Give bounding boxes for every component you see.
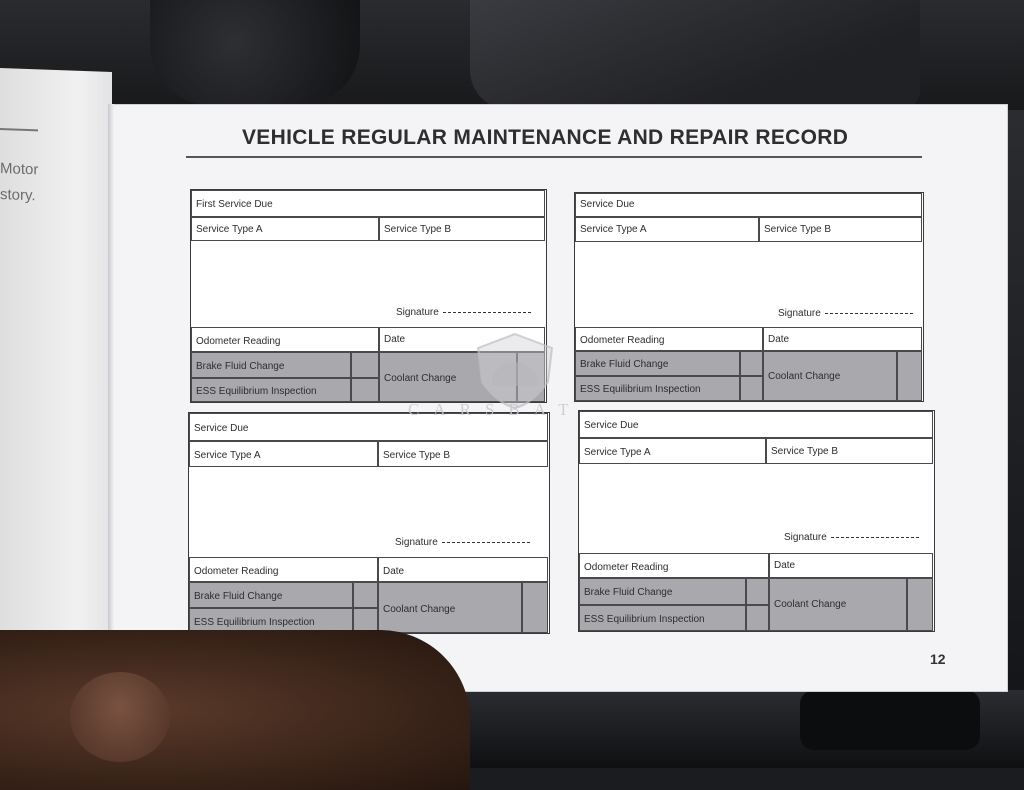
brake-fluid-cell	[189, 582, 353, 608]
service-record-3	[188, 412, 550, 634]
date-label: Date	[384, 334, 406, 345]
signature-line	[396, 307, 531, 318]
coolant-check	[522, 582, 548, 633]
service-due-cell	[191, 190, 545, 217]
date-label: Date	[768, 334, 790, 345]
left-page-text: Motor	[0, 160, 39, 179]
page-number: 12	[930, 651, 946, 667]
ess-inspection-label: ESS Equilibrium Inspection	[194, 617, 315, 628]
service-due-label: Service Due	[584, 420, 639, 431]
brake-fluid-label: Brake Fluid Change	[194, 591, 283, 602]
center-console	[470, 0, 920, 110]
coolant-cell	[769, 578, 907, 631]
service-type-b-cell	[379, 217, 545, 241]
signature-line	[395, 537, 530, 548]
left-page	[0, 68, 112, 692]
service-type-b-label: Service Type B	[384, 224, 452, 235]
signature-label: Signature	[396, 307, 439, 318]
odometer-label: Odometer Reading	[584, 562, 669, 573]
service-type-a-cell	[579, 438, 766, 464]
watermark-text: CARSBAT	[408, 400, 583, 419]
coolant-label: Coolant Change	[768, 371, 841, 382]
brake-fluid-check	[353, 582, 378, 608]
service-due-label: First Service Due	[196, 199, 273, 210]
brake-fluid-check	[351, 352, 379, 378]
title-underline	[186, 156, 922, 158]
brake-fluid-check	[740, 351, 763, 376]
service-type-a-cell	[189, 441, 378, 467]
service-type-b-cell	[766, 438, 933, 464]
odometer-label: Odometer Reading	[194, 566, 279, 577]
ess-inspection-label: ESS Equilibrium Inspection	[196, 386, 317, 397]
brake-fluid-label: Brake Fluid Change	[584, 587, 673, 598]
coolant-label: Coolant Change	[383, 604, 456, 615]
odometer-label: Odometer Reading	[580, 335, 665, 346]
signature-line	[784, 532, 919, 543]
ess-inspection-cell	[191, 378, 351, 402]
brake-fluid-label: Brake Fluid Change	[196, 361, 285, 372]
signature-label: Signature	[784, 532, 827, 543]
ess-inspection-check	[351, 378, 379, 402]
date-cell	[378, 557, 548, 582]
service-type-b-cell	[378, 441, 548, 467]
service-due-label: Service Due	[580, 199, 635, 210]
booklet-spine	[108, 104, 114, 692]
service-type-a-label: Service Type A	[196, 224, 263, 235]
service-type-a-cell	[575, 217, 759, 242]
date-label: Date	[774, 560, 796, 571]
ess-inspection-check	[746, 605, 769, 631]
ess-inspection-label: ESS Equilibrium Inspection	[584, 614, 705, 625]
date-label: Date	[383, 566, 405, 577]
service-due-cell	[575, 193, 922, 217]
brake-fluid-check	[746, 578, 769, 605]
service-type-b-label: Service Type B	[764, 224, 832, 235]
brake-fluid-cell	[579, 578, 746, 605]
service-type-a-label: Service Type A	[584, 447, 651, 458]
service-type-a-label: Service Type A	[194, 450, 261, 461]
odometer-cell	[579, 553, 769, 578]
service-type-a-label: Service Type A	[580, 224, 647, 235]
service-record-4	[578, 410, 935, 632]
coolant-label: Coolant Change	[774, 599, 847, 610]
left-page-text: story.	[0, 186, 36, 205]
service-type-b-cell	[759, 217, 922, 242]
coolant-check	[907, 578, 933, 631]
ess-inspection-label: ESS Equilibrium Inspection	[580, 384, 701, 395]
odometer-cell	[191, 327, 379, 352]
signature-line	[778, 308, 913, 319]
odometer-label: Odometer Reading	[196, 336, 281, 347]
ess-inspection-cell	[579, 605, 746, 631]
brake-fluid-cell	[575, 351, 740, 376]
ess-inspection-check	[740, 376, 763, 401]
service-type-b-label: Service Type B	[383, 450, 451, 461]
thumb	[70, 672, 170, 762]
coolant-label: Coolant Change	[384, 373, 457, 384]
watermark-shield-icon	[470, 330, 560, 410]
odometer-cell	[189, 557, 378, 582]
service-due-label: Service Due	[194, 423, 249, 434]
coolant-cell	[763, 351, 897, 401]
steering-wheel	[150, 0, 360, 105]
coolant-check	[897, 351, 922, 401]
service-type-b-label: Service Type B	[771, 446, 839, 457]
brake-fluid-label: Brake Fluid Change	[580, 359, 669, 370]
coolant-cell	[378, 582, 522, 633]
page-title: VEHICLE REGULAR MAINTENANCE AND REPAIR RECORD	[242, 126, 849, 149]
service-type-a-cell	[191, 217, 379, 241]
left-page-rule	[0, 128, 38, 131]
gear-selector	[800, 690, 980, 750]
date-cell	[763, 327, 922, 351]
odometer-cell	[575, 327, 763, 351]
signature-label: Signature	[778, 308, 821, 319]
brake-fluid-cell	[191, 352, 351, 378]
date-cell	[769, 553, 933, 578]
service-record-2	[574, 192, 924, 402]
ess-inspection-cell	[575, 376, 740, 401]
signature-label: Signature	[395, 537, 438, 548]
